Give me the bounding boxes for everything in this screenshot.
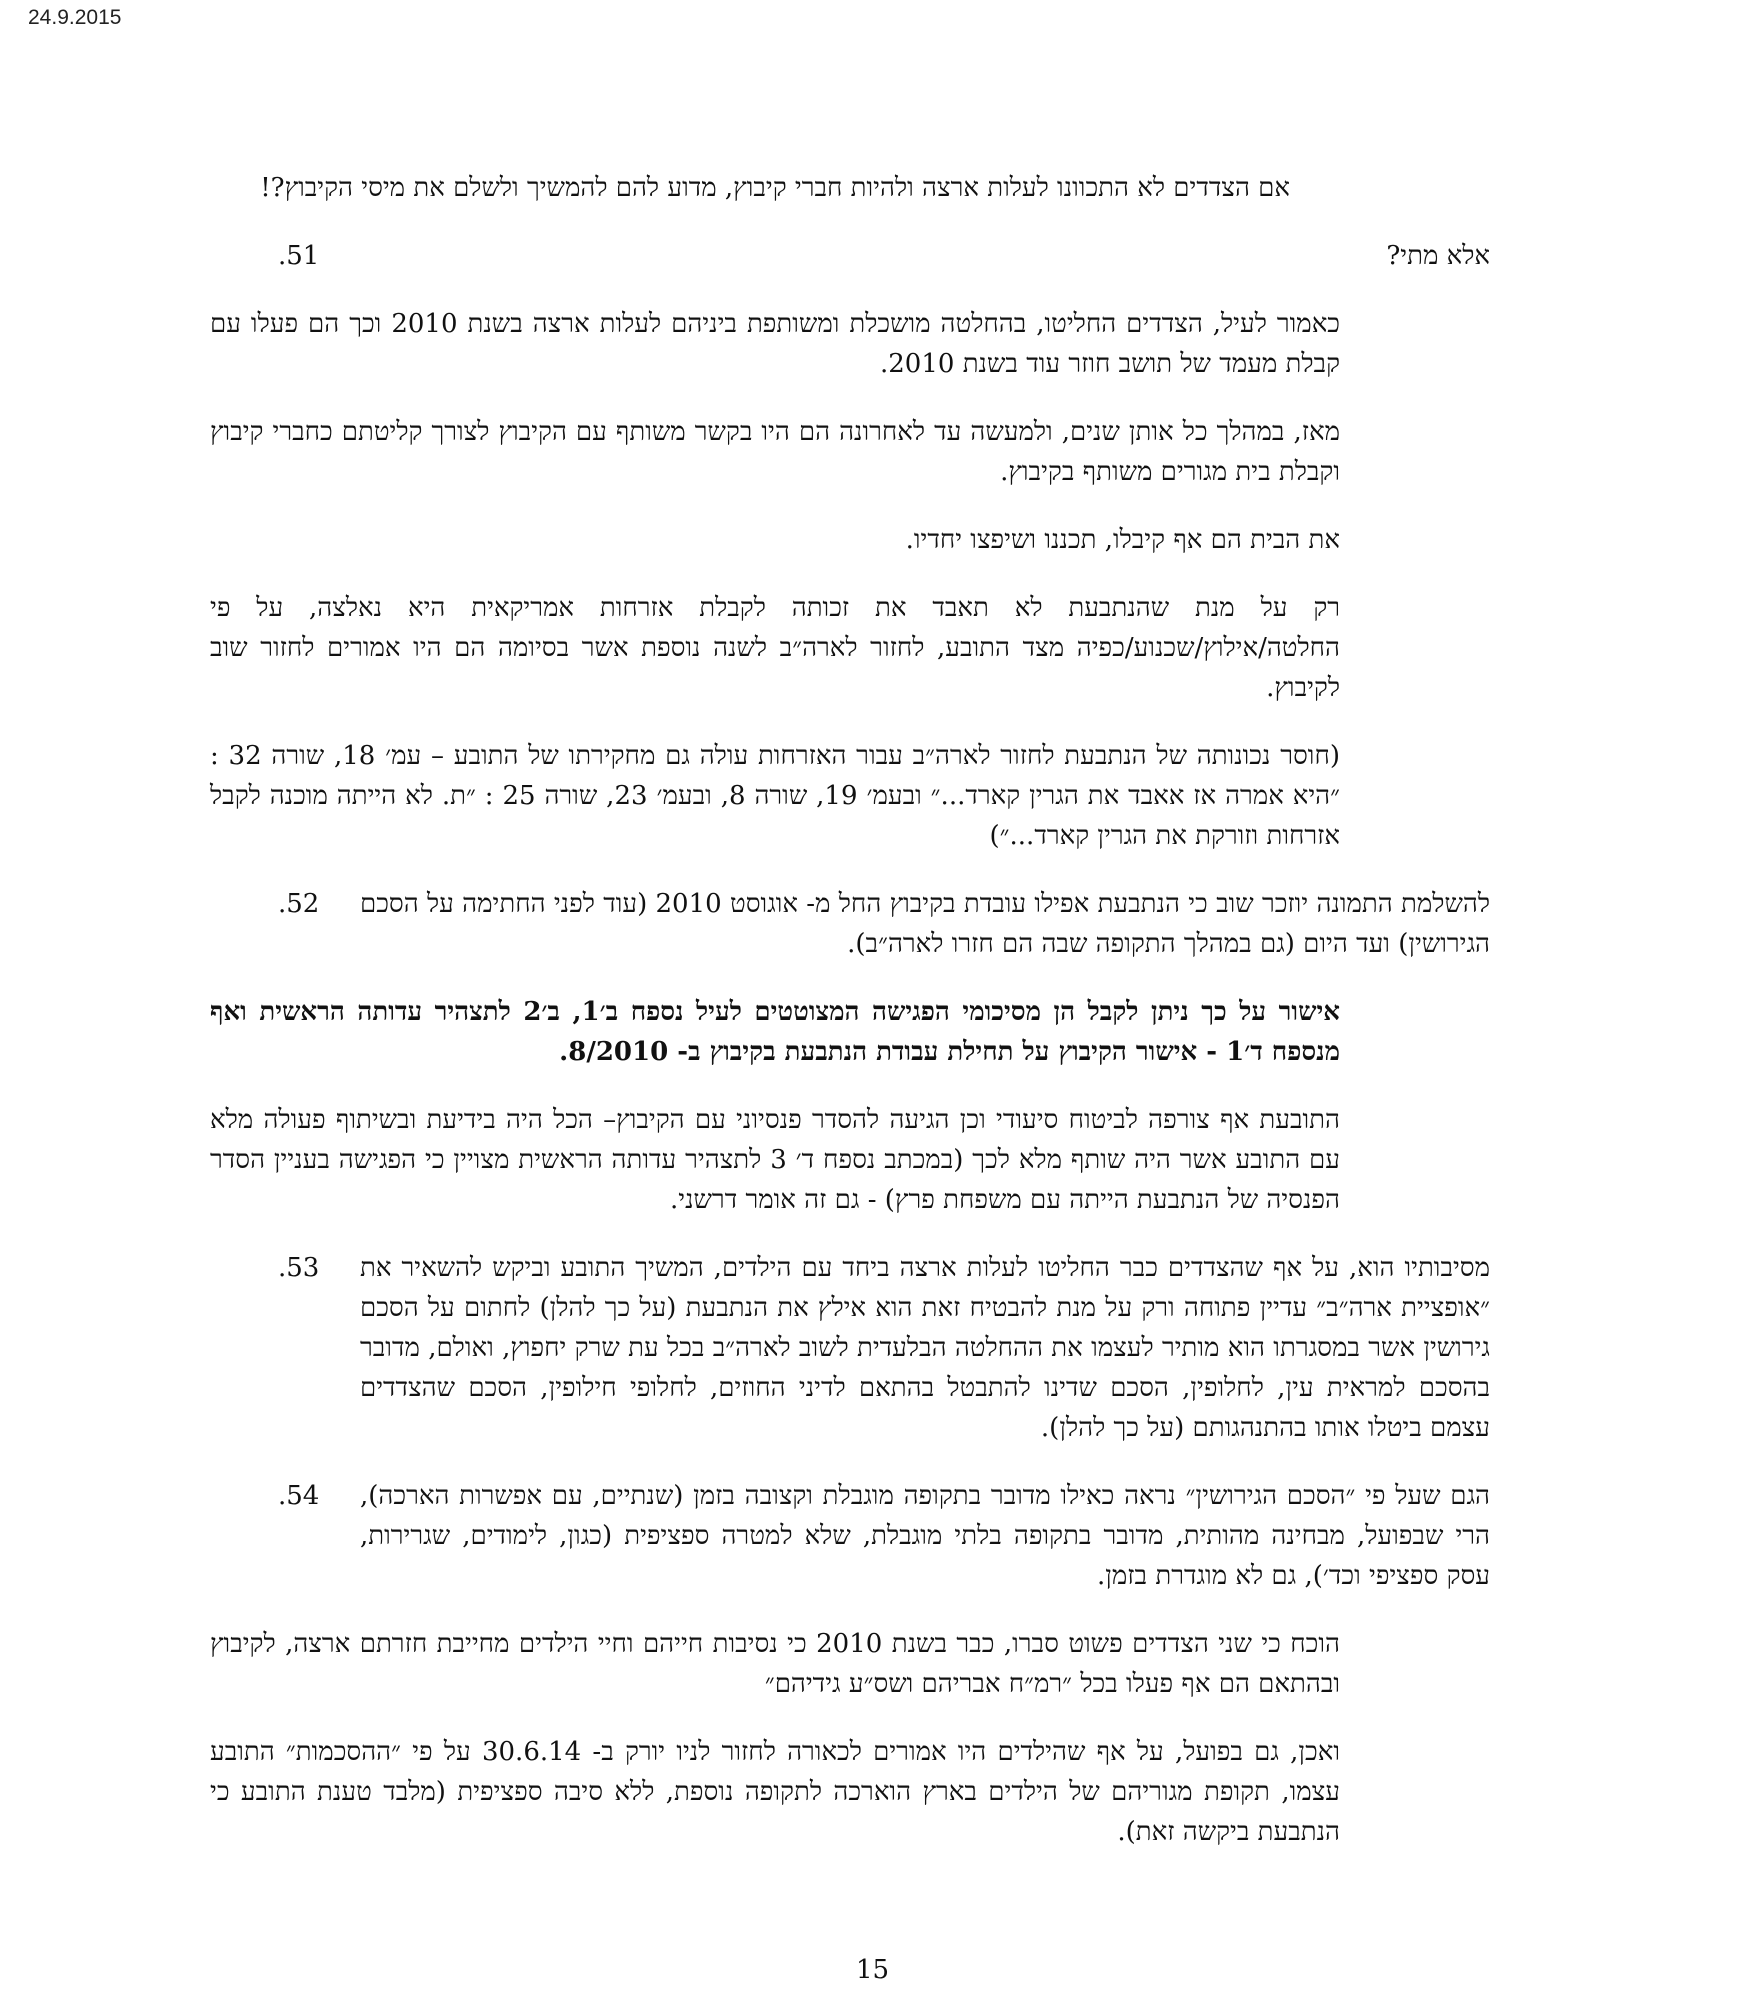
- paragraph-text: הגם שעל פי ״הסכם הגירושין״ נראה כאילו מדובר בתקופה מוגבלת וקצובה בזמן (שנתיים, עם אפשרות הארכה), הרי שבפועל, מבחינה מהותית, מדובר בתקופה בלתי מוגבלת, שלא למטרה ספציפית (כגון, לימודים, שגרירות, עסק ספציפי וכד׳), גם לא מוגדרת בזמן.: [360, 1481, 1491, 1591]
- document-date: 24.9.2015: [28, 6, 122, 29]
- paragraph-number: .52: [278, 889, 320, 919]
- numbered-paragraph-52: [210, 884, 1490, 964]
- page-number: 15: [855, 1955, 890, 1985]
- paragraph: התובעת אף צורפה לביטוח סיעודי וכן הגיעה להסדר פנסיוני עם הקיבוץ– הכל היה בידיעת ובשיתוף פעולה מלא עם התובע אשר היה שותף מלא לכך (במכתב נספח ד׳ 3 לתצהיר עדותה הראשית מצויין כי הפגישה בעניין הסדר הפנסיה של הנתבעת הייתה עם משפחת פרץ) - גם זה אומר דרשני.: [210, 1105, 1340, 1215]
- paragraph: ואכן, גם בפועל, על אף שהילדים היו אמורים לכאורה לחזור לניו יורק ב- 30.6.14 על פי ״ההסכמות״ התובע עצמו, תקופת מגוריהם של הילדים בארץ הוארכה לתקופה נוספת, ללא סיבה ספציפית (מלבד טענת התובע כי הנתבעת ביקשה זאת).: [210, 1737, 1340, 1847]
- paragraph-text: להשלמת התמונה יוזכר שוב כי הנתבעת אפילו עובדת בקיבוץ החל מ- אוגוסט 2010 (עוד לפני החתימה על הסכם הגירושין) ועד היום (גם במהלך התקופה שבה הם חזרו לארה״ב).: [360, 889, 1490, 959]
- document-body: [210, 168, 1490, 1880]
- paragraph-continuation: אם הצדדים לא התכוונו לעלות ארצה ולהיות חברי קיבוץ, מדוע להם להמשיך ולשלם את מיסי הקיבוץ?!: [260, 173, 1290, 203]
- paragraph-parenthetical: (חוסר נכונותה של הנתבעת לחזור לארה״ב עבור האזרחות עולה גם מחקירתו של התובע – עמ׳ 18, שורה 32 : ״היא אמרה אז אאבד את הגרין קארד...״ ובעמ׳ 19, שורה 8, ובעמ׳ 23, שורה 25 : ״ת. לא הייתה מוכנה לקבל אזרחות וזורקת את הגרין קארד...״): [210, 741, 1340, 851]
- paragraph: כאמור לעיל, הצדדים החליטו, בהחלטה מושכלת ומשותפת ביניהם לעלות ארצה בשנת 2010 וכך הם פעלו עם קבלת מעמד של תושב חוזר עוד בשנת 2010.: [210, 309, 1340, 379]
- paragraph-number: .54: [278, 1481, 320, 1511]
- paragraph-text: מסיבותיו הוא, על אף שהצדדים כבר החליטו לעלות ארצה ביחד עם הילדים, המשיך התובע וביקש להשאיר את ״אופציית ארה״ב״ עדיין פתוחה ורק על מנת להבטיח זאת הוא אילץ את הנתבעת (על כך להלן) לחתום על הסכם גירושין אשר במסגרתו הוא מותיר לעצמו את ההחלטה הבלעדית לשוב לארה״ב בכל עת שרק יחפוץ, ואולם, מדובר בהסכם למראית עין, לחלופין, הסכם שדינו להתבטל בהתאם לדיני החוזים, לחלופי חילופין, הסכם שהצדדים עצמם ביטלו אותו בהתנהגותם (על כך להלן).: [360, 1253, 1490, 1443]
- paragraph-number: .51: [278, 241, 320, 271]
- numbered-paragraph-54: [210, 1476, 1490, 1596]
- numbered-paragraph-53: [210, 1248, 1490, 1448]
- paragraph-number: .53: [278, 1253, 320, 1283]
- paragraph-text: אלא מתי?: [1386, 241, 1490, 271]
- paragraph: רק על מנת שהנתבעת לא תאבד את זכותה לקבלת אזרחות אמריקאית היא נאלצה, על פי החלטה/אילוץ/שכנוע/כפיה מצד התובע, לחזור לארה״ב לשנה נוספת אשר בסיומה הם היו אמורים לחזור שוב לקיבוץ.: [210, 593, 1341, 703]
- paragraph-bold: אישור על כך ניתן לקבל הן מסיכומי הפגישה המצוטטים לעיל נספח ב׳1, ב׳2 לתצהיר עדותה הראשית ואף מנספח ד׳1 - אישור הקיבוץ על תחילת עבודת הנתבעת בקיבוץ ב- 8/2010.: [210, 997, 1340, 1067]
- numbered-paragraph-51: [210, 236, 1490, 276]
- paragraph: מאז, במהלך כל אותן שנים, ולמעשה עד לאחרונה הם היו בקשר משותף עם הקיבוץ לצורך קליטתם כחברי קיבוץ וקבלת בית מגורים משותף בקיבוץ.: [210, 417, 1340, 487]
- paragraph: הוכח כי שני הצדדים פשוט סברו, כבר בשנת 2010 כי נסיבות חייהם וחיי הילדים מחייבת חזרתם ארצה, לקיבוץ ובהתאם הם אף פעלו בכל ״רמ״ח אבריהם ושס״ע גידיהם״: [210, 1629, 1341, 1699]
- paragraph: את הבית הם אף קיבלו, תכננו ושיפצו יחדיו.: [905, 525, 1340, 555]
